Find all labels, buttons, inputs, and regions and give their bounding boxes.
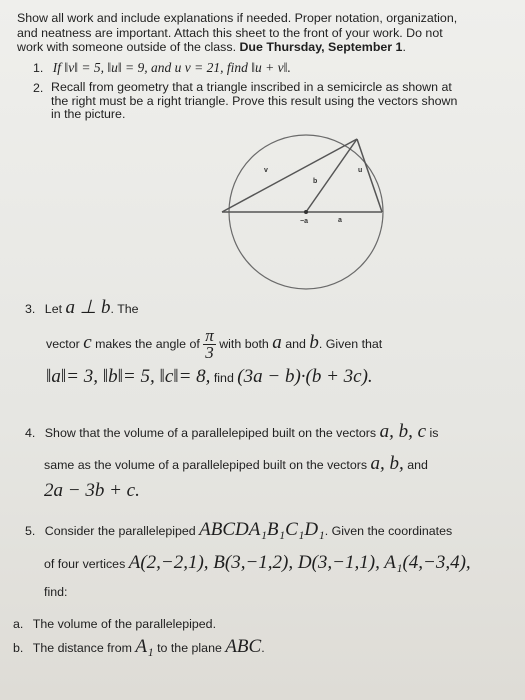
problem-1: [33, 61, 291, 76]
part-b-to-plane: to the plane: [157, 641, 222, 655]
problem-5-number: 5.: [25, 524, 36, 538]
problem-2-number: 2.: [33, 81, 44, 95]
part-b-text: The distance from: [32, 641, 132, 655]
parallelepiped-name: ABCDA₁B₁C₁D₁: [199, 519, 325, 540]
problem-2-text: [51, 81, 457, 122]
problem-3-perp: a ⊥ b: [65, 297, 111, 318]
label-a: a: [338, 217, 342, 224]
center-dot: [304, 210, 308, 214]
problem-3-given: . Given that: [318, 336, 383, 351]
problem-5-part-b: [13, 636, 265, 657]
problem-5-part-a: [13, 617, 216, 632]
problem-4-vectors-ab: a, b,: [370, 453, 404, 474]
problem-3-number: 3.: [25, 302, 36, 316]
part-b-plane: ABC: [225, 636, 262, 657]
problem-3-line-3: [46, 366, 373, 387]
label-minus-a: −a: [300, 218, 308, 225]
problem-2: [33, 81, 457, 122]
problem-5-line-2: [44, 552, 471, 573]
problem-4-line-2: [44, 453, 428, 474]
fraction-numerator: π: [205, 326, 214, 345]
problem-2-line: in the picture.: [51, 107, 126, 121]
problem-4-vectors-abc: a, b, c: [379, 421, 426, 442]
problem-3-find: find: [213, 371, 234, 385]
problem-3-expression: (3a − b)·(b + 3c).: [237, 366, 373, 387]
pi-over-3-fraction: [203, 328, 216, 361]
semicircle-triangle-diagram: [212, 132, 412, 292]
vector-b: b: [309, 331, 319, 353]
intro-line-1: Show all work and include explanations if needed. Proper notation, organization,: [17, 11, 458, 25]
vector-a: a: [272, 331, 282, 353]
problem-1-text: If ‖v‖ = 5, ‖u‖ = 9, and u v = 21, find ‖u + v‖.: [52, 60, 291, 75]
problem-4-is: is: [429, 426, 439, 440]
part-a-label: a.: [13, 617, 24, 631]
problem-3-norms: ‖a‖= 3, ‖b‖= 5, ‖c‖= 8,: [46, 366, 211, 387]
problem-5-vertices: of four vertices: [44, 557, 126, 571]
problem-4-and: and: [407, 458, 428, 472]
problem-3-let: Let: [44, 302, 63, 316]
problem-5-points: A(2,−2,1), B(3,−1,2), D(3,−1,1), A₁(4,−3,4),: [128, 552, 471, 573]
problem-5-line-1: [25, 519, 453, 540]
problem-3-and: and: [285, 336, 306, 351]
part-b-label: b.: [13, 641, 24, 655]
problem-3-vector-word: vector: [46, 336, 80, 351]
part-b-point: A₁: [135, 636, 154, 657]
problem-3-line-1: [25, 297, 139, 318]
intro-line-3-suffix: .: [402, 40, 406, 54]
intro-line-3-prefix: work with someone outside of the class.: [17, 40, 237, 54]
problem-4-line-3: [44, 480, 140, 501]
vector-c: c: [83, 331, 92, 353]
problem-3-with-both: with both: [219, 336, 269, 351]
problem-5-find: find:: [44, 585, 68, 599]
problem-3-the: . The: [110, 302, 139, 316]
problem-4-expression: 2a − 3b + c.: [44, 480, 140, 501]
intro-line-2: and neatness are important. Attach this sheet to the front of your work. Do not: [17, 25, 443, 40]
due-date: Due Thursday, September 1: [239, 40, 403, 54]
label-v: v: [264, 167, 268, 174]
problem-3-angle-text: makes the angle of: [95, 336, 200, 351]
problem-4-number: 4.: [25, 426, 36, 440]
problem-2-line: the right must be a right triangle. Prove this result using the vectors shown: [51, 93, 458, 108]
part-a-text: The volume of the parallelepiped.: [32, 617, 217, 631]
label-u: u: [358, 167, 363, 174]
problem-4-text-2: same as the volume of a parallelepiped built on the vectors: [44, 458, 368, 472]
fraction-denominator: 3: [205, 343, 214, 362]
vector-b-line: [306, 139, 357, 212]
part-b-end: .: [261, 641, 265, 655]
intro-paragraph: [17, 11, 517, 55]
problem-1-number: 1.: [33, 61, 44, 75]
problem-5-given: . Given the coordinates: [324, 524, 453, 538]
vector-u-line: [357, 139, 382, 212]
problem-4-line-1: [25, 421, 439, 442]
problem-2-line: Recall from geometry that a triangle inscribed in a semicircle as shown at: [51, 80, 452, 94]
label-b: b: [313, 178, 318, 185]
vector-v-line: [222, 139, 357, 212]
problem-5-consider: Consider the parallelepiped: [44, 524, 196, 538]
problem-3-line-2: [46, 328, 382, 361]
problem-4-text-1: Show that the volume of a parallelepiped built on the vectors: [44, 426, 377, 440]
intro-line-3: [17, 40, 517, 55]
